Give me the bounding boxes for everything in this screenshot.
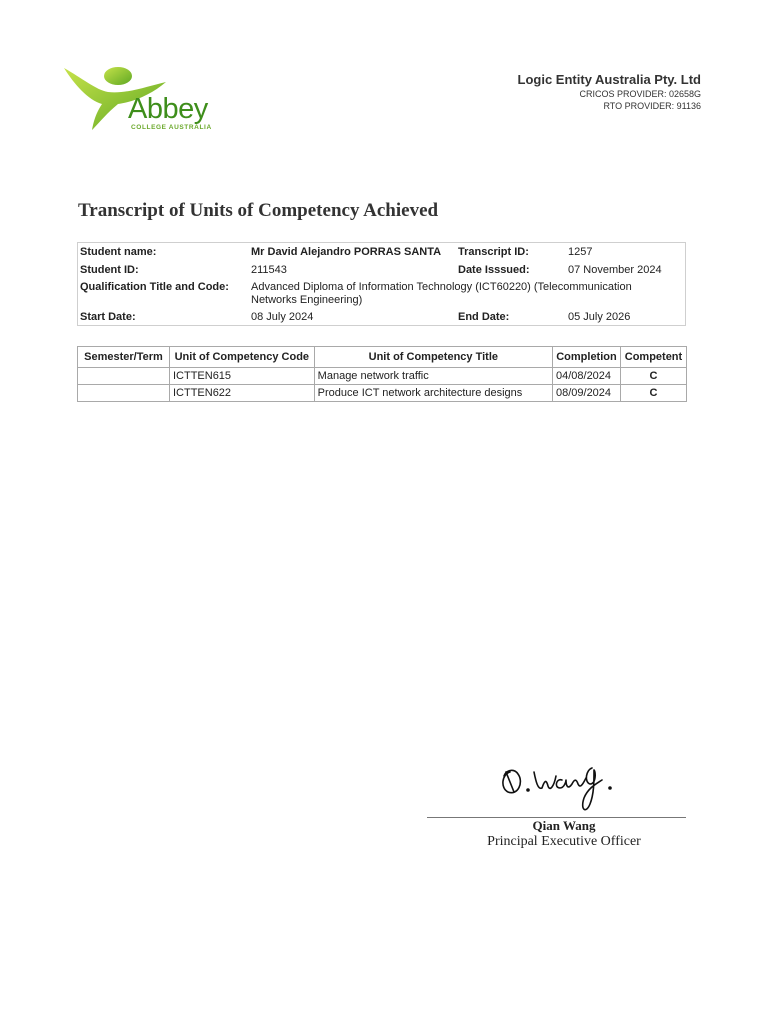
signatory-name: Qian Wang	[532, 818, 596, 833]
qualification-label: Qualification Title and Code:	[80, 281, 229, 293]
date-issued-value: 07 November 2024	[568, 264, 662, 276]
cell-competent: C	[620, 368, 686, 385]
cell-competent: C	[620, 385, 686, 402]
date-issued-label: Date Isssued:	[458, 264, 530, 276]
cricos-provider: CRICOS PROVIDER: 02658G	[579, 89, 701, 99]
transcript-id-label: Transcript ID:	[458, 246, 529, 258]
signatory-role: Principal Executive Officer	[487, 834, 641, 849]
start-date-label: Start Date:	[80, 311, 136, 323]
table-row	[78, 385, 687, 402]
company-name: Logic Entity Australia Pty. Ltd	[517, 72, 701, 87]
col-header-code: Unit of Competency Code	[169, 347, 314, 368]
cell-completion: 08/09/2024	[552, 385, 620, 402]
cell-code: ICTTEN622	[169, 385, 314, 402]
cell-title: Manage network traffic	[314, 368, 552, 385]
student-id-value: 211543	[251, 264, 287, 276]
student-id-label: Student ID:	[80, 264, 139, 276]
cell-title: Produce ICT network architecture designs	[314, 385, 552, 402]
student-info-box	[77, 242, 686, 326]
cell-term	[78, 385, 170, 402]
page-title: Transcript of Units of Competency Achieved	[78, 200, 439, 221]
student-name-value: Mr David Alejandro PORRAS SANTA	[251, 246, 442, 258]
logo-wordmark: Abbey	[128, 93, 208, 125]
table-row	[78, 368, 687, 385]
qualification-value-line1: Advanced Diploma of Information Technology (ICT60220) (Telecommunication	[251, 281, 632, 293]
cell-code: ICTTEN615	[169, 368, 314, 385]
transcript-id-value: 1257	[568, 246, 593, 258]
rto-provider: RTO PROVIDER: 91136	[603, 101, 701, 112]
start-date-value: 08 July 2024	[251, 311, 314, 323]
cell-term	[78, 368, 170, 385]
col-header-semester: Semester/Term	[78, 347, 170, 368]
units-table-header	[78, 347, 687, 368]
company-block	[518, 72, 701, 112]
col-header-title: Unit of Competency Title	[314, 347, 552, 368]
student-name-label: Student name:	[80, 246, 157, 258]
end-date-label: End Date:	[458, 311, 510, 323]
col-header-competent: Competent	[620, 347, 686, 368]
units-table	[77, 346, 687, 402]
col-header-completion: Completion	[552, 347, 620, 368]
handwritten-signature	[496, 758, 626, 818]
logo-subtitle: COLLEGE AUSTRALIA	[131, 124, 212, 131]
cell-completion: 04/08/2024	[552, 368, 620, 385]
qualification-value-line2: Networks Engineering)	[251, 294, 363, 306]
end-date-value: 05 July 2026	[568, 311, 631, 323]
